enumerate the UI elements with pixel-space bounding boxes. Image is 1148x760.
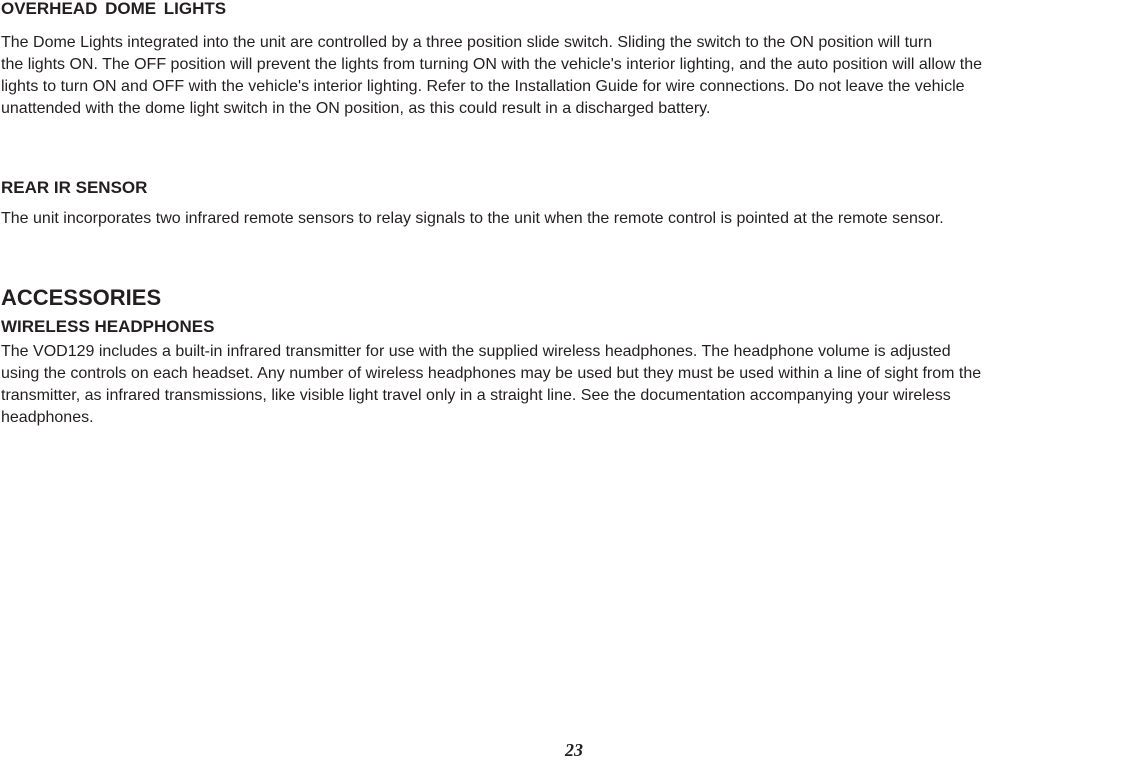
rear-ir-sensor-heading: REAR IR SENSOR <box>1 178 148 197</box>
paragraph-line: The VOD129 includes a built-in infrared transmitter for use with the supplied wireless headphones. The headphone volume is adjusted <box>1 343 951 360</box>
rear-ir-sensor-paragraph <box>1 208 944 230</box>
accessories-heading: ACCESSORIES <box>1 285 162 310</box>
wireless-headphones-paragraph <box>1 341 981 429</box>
overhead-dome-lights-heading: OVERHEAD DOME LIGHTS <box>1 0 227 18</box>
paragraph-line: The unit incorporates two infrared remote sensors to relay signals to the unit when the remote control is pointed at the remote sensor. <box>1 210 944 227</box>
wireless-headphones-heading: WIRELESS HEADPHONES <box>1 317 215 336</box>
paragraph-line: using the controls on each headset. Any number of wireless headphones may be used but they must be used within a line of sight from the <box>1 365 982 382</box>
paragraph-line: the lights ON. The OFF position will prevent the lights from turning ON with the vehicle's interior lighting, and the auto position will allow the <box>1 56 983 73</box>
paragraph-line: The Dome Lights integrated into the unit are controlled by a three position slide switch. Sliding the switch to the ON position will turn <box>1 34 933 51</box>
paragraph-line: unattended with the dome light switch in the ON position, as this could result in a discharged battery. <box>1 100 711 117</box>
paragraph-line: transmitter, as infrared transmissions, like visible light travel only in a straight line. See the documentation accompanying your wireless <box>1 387 951 404</box>
paragraph-line: lights to turn ON and OFF with the vehicle's interior lighting. Refer to the Installation Guide for wire connections. Do not leave the vehicle <box>1 78 965 95</box>
overhead-dome-lights-paragraph <box>1 32 982 120</box>
paragraph-line: headphones. <box>1 409 94 426</box>
page-number: 23 <box>565 740 583 760</box>
